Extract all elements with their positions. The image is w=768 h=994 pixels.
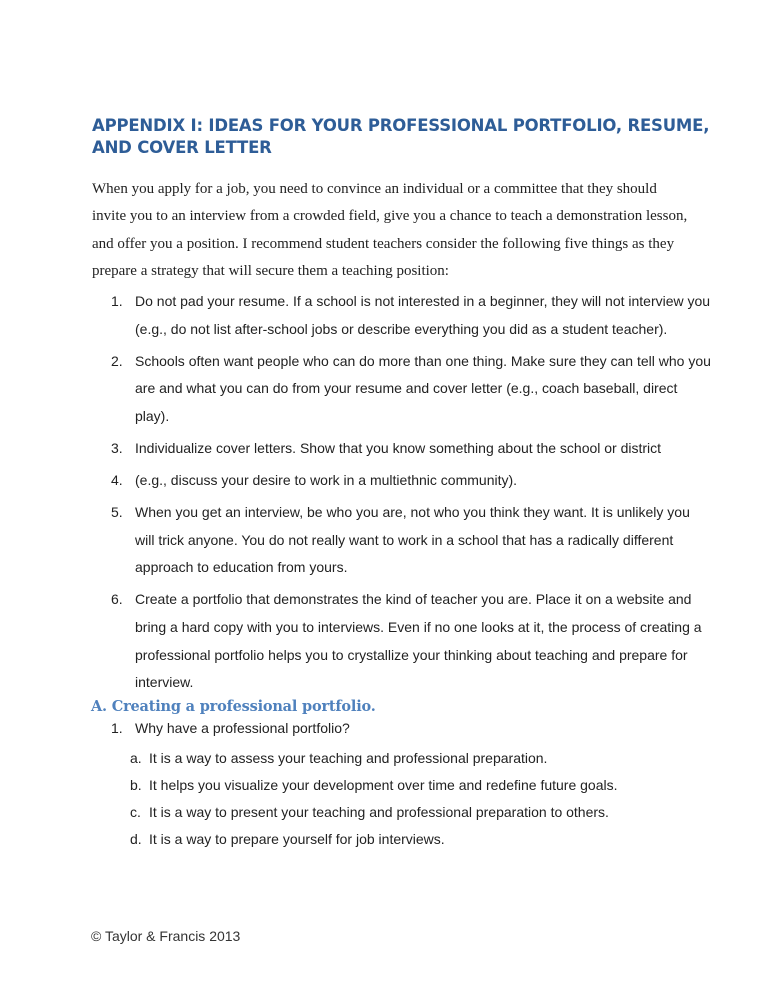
list-item-text: Individualize cover letters. Show that you know something about the school or district <box>135 439 662 456</box>
list-item <box>111 435 711 463</box>
list-item <box>111 288 711 343</box>
list-number: 4. <box>111 472 123 489</box>
section-heading: A. Creating a professional portfolio. <box>91 698 376 715</box>
list-letter: c. <box>130 804 141 820</box>
list-item <box>130 799 710 826</box>
list-item <box>111 499 711 582</box>
list-item-text: It is a way to present your teaching and professional preparation to others. <box>149 804 609 820</box>
page-title: APPENDIX I: IDEAS FOR YOUR PROFESSIONAL PORTFOLIO, RESUME, AND COVER LETTER <box>92 116 710 157</box>
list-number: 1. <box>111 720 123 736</box>
list-item <box>130 826 710 853</box>
list-number: 3. <box>111 439 123 456</box>
list-item <box>111 467 711 495</box>
intro-paragraph: When you apply for a job, you need to convince an individual or a committee that they should invite you to an interview from a crowded field, give you a chance to teach a demonstration lesson, and offer you a position. I recommend student teachers consider the following five things as they prepare a strategy that will secure them a teaching position: <box>92 181 688 279</box>
list-item <box>130 772 710 799</box>
section-question-list <box>111 715 711 741</box>
list-number: 5. <box>111 504 123 521</box>
list-item-text: Schools often want people who can do more than one thing. Make sure they can tell who you are and what you can do from your resume and cover letter (e.g., coach baseball, direct play). <box>135 352 711 424</box>
list-item-text: It helps you visualize your development over time and redefine future goals. <box>149 777 618 793</box>
main-list <box>111 288 711 701</box>
list-item <box>111 715 711 741</box>
list-number: 1. <box>111 293 123 309</box>
list-number: 2. <box>111 352 123 369</box>
list-letter: a. <box>130 750 142 766</box>
copyright-footer: © Taylor & Francis 2013 <box>91 928 241 944</box>
list-item-text: (e.g., discuss your desire to work in a multiethnic community). <box>135 472 518 489</box>
list-letter: d. <box>130 831 142 847</box>
list-item-text: Why have a professional portfolio? <box>135 720 350 736</box>
list-item-text: When you get an interview, be who you are, not who you think they want. It is unlikely you will trick anyone. You do not really want to work in a school that has a radically different approach to education from yours. <box>135 504 690 576</box>
list-item-text: It is a way to prepare yourself for job interviews. <box>149 831 445 847</box>
list-item-text: It is a way to assess your teaching and professional preparation. <box>149 750 548 766</box>
list-item-text: Do not pad your resume. If a school is not interested in a beginner, they will not interview you (e.g., do not list after-school jobs or describe everything you did as a student teacher). <box>135 293 711 337</box>
list-item <box>111 586 711 696</box>
list-number: 6. <box>111 591 123 608</box>
list-letter: b. <box>130 777 142 793</box>
answer-list <box>130 745 710 853</box>
list-item <box>111 348 711 431</box>
list-item <box>130 745 710 772</box>
list-item-text: Create a portfolio that demonstrates the kind of teacher you are. Place it on a website and bring a hard copy with you to interviews. Even if no one looks at it, the process of creating a professional portfolio helps you to crystallize your thinking about teaching and prepare for interview. <box>135 591 702 691</box>
